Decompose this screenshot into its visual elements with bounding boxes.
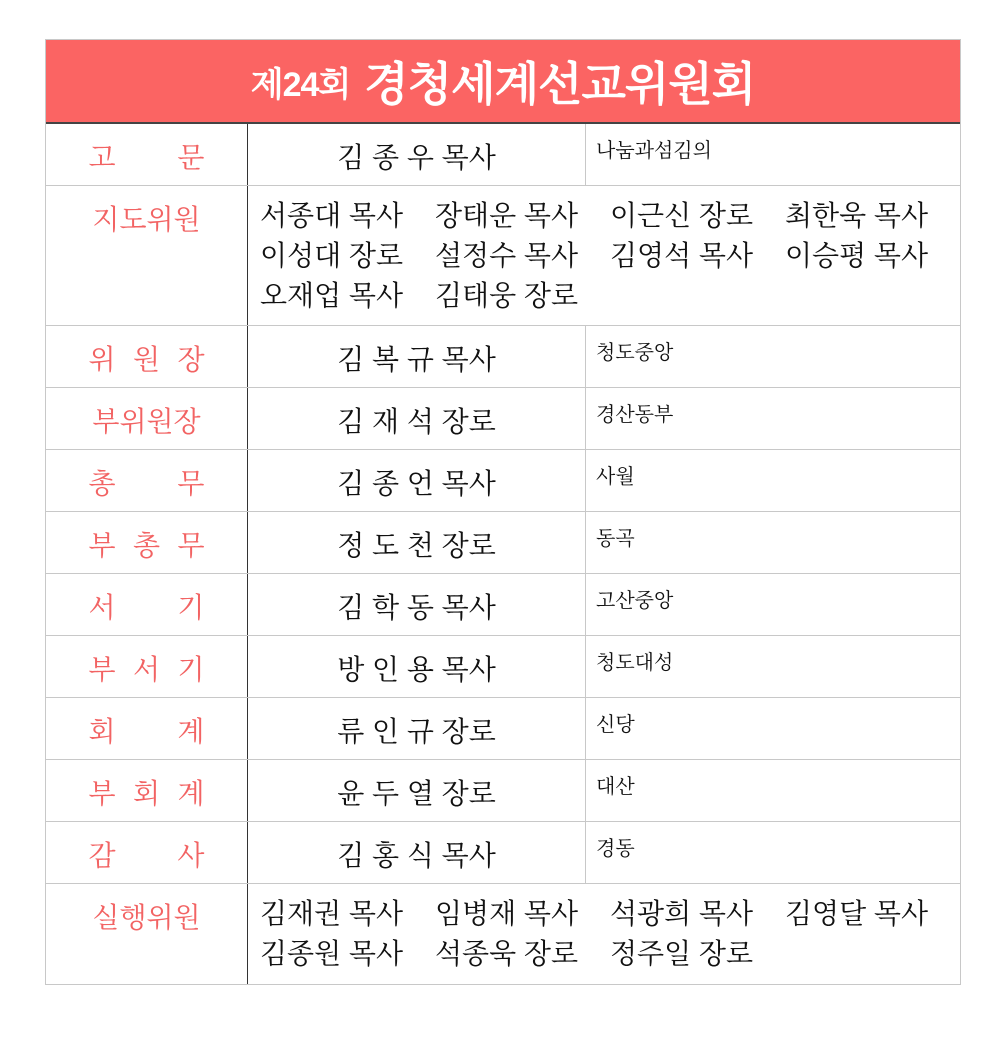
table-row bbox=[46, 759, 960, 821]
church-cell bbox=[586, 636, 960, 697]
church-name: 경동 bbox=[596, 838, 635, 860]
role-label: 위 원 장 bbox=[88, 344, 205, 375]
person-name: 김 홍 식 목사 bbox=[337, 840, 496, 871]
name-cell bbox=[248, 636, 586, 697]
church-name: 사월 bbox=[596, 466, 635, 488]
role-cell bbox=[46, 450, 248, 511]
person-name: 윤 두 열 장로 bbox=[337, 778, 496, 809]
church-name: 대산 bbox=[596, 776, 635, 798]
member-name: 장태운 목사 bbox=[435, 200, 579, 231]
church-cell bbox=[586, 760, 960, 821]
role-label: 지도위원 bbox=[92, 204, 201, 235]
role-label: 부 서 기 bbox=[88, 654, 205, 685]
role-cell bbox=[46, 512, 248, 573]
member-name: 이승평 목사 bbox=[785, 240, 929, 271]
role-cell bbox=[46, 388, 248, 449]
role-label: 실행위원 bbox=[92, 902, 201, 933]
church-name: 신당 bbox=[596, 714, 635, 736]
role-label: 회 계 bbox=[88, 716, 205, 747]
role-cell bbox=[46, 760, 248, 821]
person-name: 김 복 규 목사 bbox=[337, 344, 496, 375]
name-cell bbox=[248, 388, 586, 449]
role-label: 총 무 bbox=[88, 468, 205, 499]
table-header bbox=[46, 40, 960, 124]
person-name: 김 종 우 목사 bbox=[337, 142, 496, 173]
member-name: 임병재 목사 bbox=[435, 898, 579, 929]
table-row bbox=[46, 449, 960, 511]
role-label: 부 회 계 bbox=[88, 778, 205, 809]
role-cell bbox=[46, 326, 248, 387]
role-label: 서 기 bbox=[88, 592, 205, 623]
member-name: 이근신 장로 bbox=[610, 200, 754, 231]
church-cell bbox=[586, 124, 960, 185]
name-cell bbox=[248, 574, 586, 635]
name-cell bbox=[248, 326, 586, 387]
member-name: 서종대 목사 bbox=[260, 200, 404, 231]
member-name: 설정수 목사 bbox=[435, 240, 579, 271]
role-label: 부 총 무 bbox=[88, 530, 205, 561]
name-cell bbox=[248, 760, 586, 821]
table-row bbox=[46, 387, 960, 449]
member-name: 김태웅 장로 bbox=[435, 280, 579, 311]
church-cell bbox=[586, 326, 960, 387]
edition-label: 제24회 bbox=[250, 65, 351, 104]
church-cell bbox=[586, 450, 960, 511]
members-cell bbox=[248, 186, 960, 325]
name-cell bbox=[248, 124, 586, 185]
table-row bbox=[46, 697, 960, 759]
church-cell bbox=[586, 512, 960, 573]
church-cell bbox=[586, 698, 960, 759]
name-cell bbox=[248, 512, 586, 573]
member-name: 김종원 목사 bbox=[260, 938, 404, 969]
role-label: 부위원장 bbox=[92, 406, 201, 437]
committee-table bbox=[45, 39, 961, 985]
role-label: 감 사 bbox=[88, 840, 205, 871]
member-name: 김영달 목사 bbox=[785, 898, 929, 929]
name-cell bbox=[248, 450, 586, 511]
role-cell bbox=[46, 124, 248, 185]
person-name: 방 인 용 목사 bbox=[337, 654, 496, 685]
church-name: 고산중앙 bbox=[596, 590, 674, 612]
table-row bbox=[46, 185, 960, 325]
church-name: 경산동부 bbox=[596, 404, 674, 426]
table-row bbox=[46, 573, 960, 635]
role-label: 고 문 bbox=[88, 142, 205, 173]
person-name: 김 재 석 장로 bbox=[337, 406, 496, 437]
church-name: 청도중앙 bbox=[596, 342, 674, 364]
church-cell bbox=[586, 574, 960, 635]
person-name: 류 인 규 장로 bbox=[337, 716, 496, 747]
member-name: 석종욱 장로 bbox=[435, 938, 579, 969]
table-row bbox=[46, 325, 960, 387]
table-row bbox=[46, 124, 960, 185]
church-cell bbox=[586, 822, 960, 883]
person-name: 김 학 동 목사 bbox=[337, 592, 496, 623]
table-row bbox=[46, 883, 960, 984]
member-name: 정주일 장로 bbox=[610, 938, 754, 969]
role-cell bbox=[46, 822, 248, 883]
members-cell bbox=[248, 884, 960, 984]
table-row bbox=[46, 635, 960, 697]
table-row bbox=[46, 511, 960, 573]
member-name: 최한욱 목사 bbox=[785, 200, 929, 231]
member-name: 이성대 장로 bbox=[260, 240, 404, 271]
role-cell bbox=[46, 636, 248, 697]
role-cell bbox=[46, 186, 248, 325]
name-cell bbox=[248, 698, 586, 759]
church-name: 동곡 bbox=[596, 528, 635, 550]
church-name: 청도대성 bbox=[596, 652, 674, 674]
role-cell bbox=[46, 574, 248, 635]
church-name: 나눔과섬김의 bbox=[596, 140, 712, 162]
member-name: 오재업 목사 bbox=[260, 280, 404, 311]
role-cell bbox=[46, 884, 248, 984]
church-cell bbox=[586, 388, 960, 449]
name-cell bbox=[248, 822, 586, 883]
committee-title: 경청세계선교위원회 bbox=[364, 58, 756, 110]
person-name: 김 종 언 목사 bbox=[337, 468, 496, 499]
role-cell bbox=[46, 698, 248, 759]
member-name: 석광희 목사 bbox=[610, 898, 754, 929]
member-name: 김영석 목사 bbox=[610, 240, 754, 271]
table-row bbox=[46, 821, 960, 883]
person-name: 정 도 천 장로 bbox=[337, 530, 496, 561]
member-name: 김재권 목사 bbox=[260, 898, 404, 929]
